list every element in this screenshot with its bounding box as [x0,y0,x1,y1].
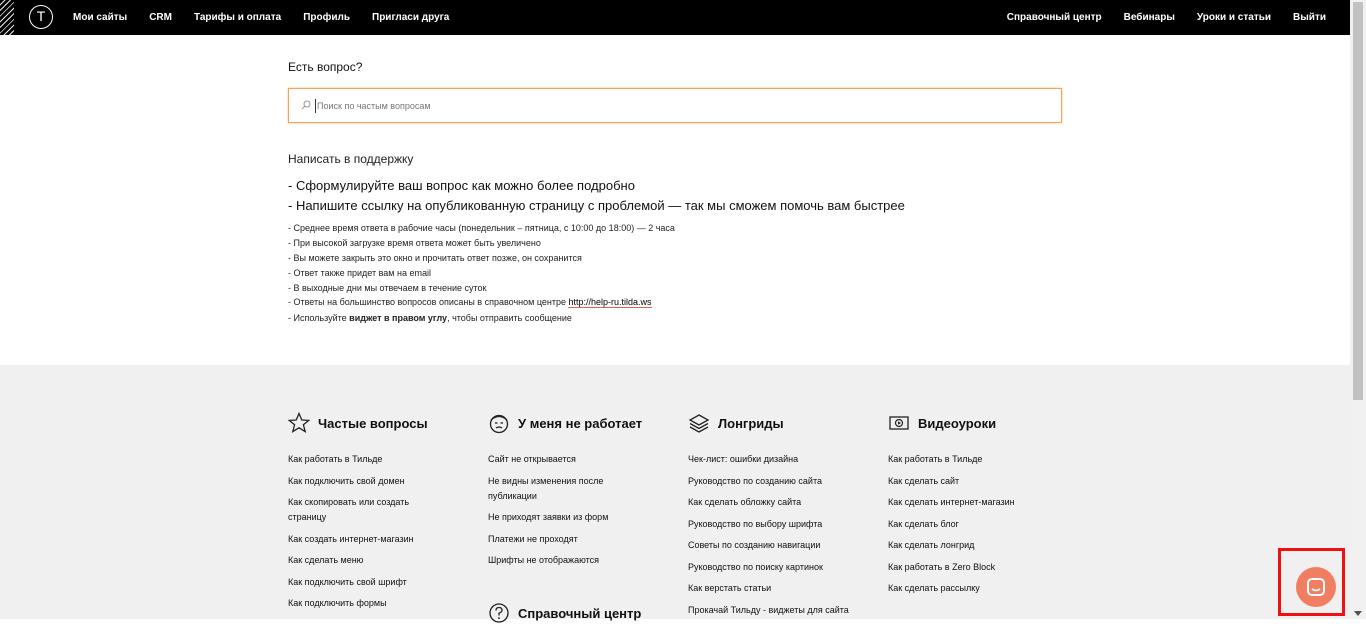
nav-profile[interactable]: Профиль [303,12,350,23]
longreads-link[interactable]: Чек-лист: ошибки дизайна [688,454,799,464]
video-lesson-link[interactable]: Как сделать рассылку [888,583,980,593]
support-small-line: - Вы можете закрыть это окно и прочитать ответ позже, он сохранится [288,253,582,263]
question-title: Есть вопрос? [288,60,363,74]
last-line-bold: виджет в правом углу [349,313,448,323]
last-line-prefix: - Используйте [288,313,350,323]
not-working-link[interactable]: Платежи не проходят [488,533,578,544]
chat-widget-button[interactable] [1296,567,1336,607]
longreads-title: Лонгриды [718,415,784,431]
longreads-header [688,412,863,434]
layers-icon [688,412,710,434]
support-big-line: - Напишите ссылку на опубликованную страницу с проблемой — так мы сможем помочь вам быстрее [288,198,905,213]
video-lessons-title: Видеоуроки [918,415,997,431]
not-working-link[interactable]: Шрифты не отображаются [488,555,600,565]
longreads-link[interactable]: Прокачай Тильду - виджеты для сайта [688,604,849,615]
video-lesson-link[interactable]: Как сделать сайт [888,475,960,486]
question-icon [488,602,510,624]
not-working-header [488,412,663,434]
nav-lessons[interactable]: Уроки и статьи [1196,12,1272,23]
nav-help-center[interactable]: Справочный центр [1006,12,1102,23]
longreads-column [688,412,863,624]
video-lesson-link[interactable]: Как сделать лонгрид [888,540,975,550]
faq-link[interactable]: Как подключить свой домен [288,475,405,486]
nav-crm[interactable]: CRM [149,12,172,23]
nav-left [73,0,471,35]
top-navigation-bar [0,0,1350,35]
longreads-link[interactable]: Как сделать обложку сайта [688,497,802,507]
support-small-line: - При высокой загрузке время ответа может быть увеличено [288,238,541,248]
support-small-line: - Среднее время ответа в рабочие часы (понедельник – пятница, с 10:00 до 18:00) — 2 часа [288,223,675,233]
support-small-line: - В выходные дни мы отвечаем в течение суток [288,283,487,293]
not-working-title: У меня не работает [518,415,643,431]
not-working-link[interactable]: Сайт не открывается [488,454,576,464]
star-icon [288,412,310,434]
nav-right [985,0,1326,35]
nav-logout[interactable]: Выйти [1293,12,1326,23]
video-lessons-list [888,452,1063,596]
scrollbar-thumb[interactable] [1353,2,1363,400]
longreads-link[interactable]: Руководство по созданию сайта [688,475,822,486]
faq-header [288,412,463,434]
video-lessons-column [888,412,1063,603]
search-icon [301,100,311,110]
faq-link[interactable]: Как подключить формы [288,598,387,608]
faq-link[interactable]: Как работать в Тильде [288,454,383,464]
faq-link[interactable]: Как подключить свой шрифт [288,576,407,587]
help-center-link[interactable]: http://help-ru.tilda.ws [568,297,652,307]
faq-column [288,412,463,618]
longreads-list [688,452,863,618]
not-working-link[interactable]: Не видны изменения после публикации [488,475,604,501]
faq-link[interactable]: Как сделать меню [288,555,364,565]
video-lesson-link[interactable]: Как работать в Тильде [888,454,983,464]
not-working-column [488,412,663,621]
faq-list [288,452,463,611]
page-scrollbar[interactable] [1350,0,1366,619]
nav-webinars[interactable]: Вебинары [1123,12,1175,23]
support-title: Написать в поддержку [288,152,414,166]
video-icon [888,412,910,434]
help-center-title: Справочный центр [518,605,642,621]
video-lesson-link[interactable]: Как сделать блог [888,518,959,529]
longreads-link[interactable]: Руководство по поиску картинок [688,561,823,572]
nav-my-sites[interactable]: Мои сайты [73,12,128,23]
faq-title: Частые вопросы [318,415,428,431]
link-line-prefix: - Ответы на большинство вопросов описаны в справочном центре [288,297,569,307]
faq-link[interactable]: Как создать интернет-магазин [288,533,414,544]
video-lesson-link[interactable]: Как работать в Zero Block [888,561,996,572]
video-lessons-header [888,412,1063,434]
search-box[interactable] [288,88,1062,123]
zigzag-decoration [0,0,14,35]
support-big-line: - Сформулируйте ваш вопрос как можно более подробно [288,178,635,193]
not-working-link[interactable]: Не приходят заявки из форм [488,512,609,522]
tilda-logo[interactable]: T [29,5,53,29]
faq-link[interactable]: Как скопировать или создать страницу [288,497,410,522]
support-link-line [288,297,652,307]
longreads-link[interactable]: Как верстать статьи [688,583,772,593]
longreads-link[interactable]: Советы по созданию навигации [688,540,821,550]
text-cursor [315,99,316,113]
support-small-line: - Ответ также придет вам на email [288,268,431,278]
not-working-list [488,452,663,568]
video-lesson-link[interactable]: Как сделать интернет-магазин [888,497,1015,507]
longreads-link[interactable]: Руководство по выбору шрифта [688,518,823,529]
face-icon [488,412,510,434]
scroll-down-arrow-icon[interactable] [1354,611,1362,616]
support-widget-line [288,313,572,323]
footer-links-section [0,365,1350,619]
search-input[interactable] [317,89,1017,122]
nav-invite-friend[interactable]: Пригласи друга [372,12,450,23]
chat-icon [1306,577,1326,597]
nav-tariffs[interactable]: Тарифы и оплата [193,12,282,23]
help-center-header [488,602,641,624]
last-line-suffix: , чтобы отправить сообщение [447,313,572,323]
